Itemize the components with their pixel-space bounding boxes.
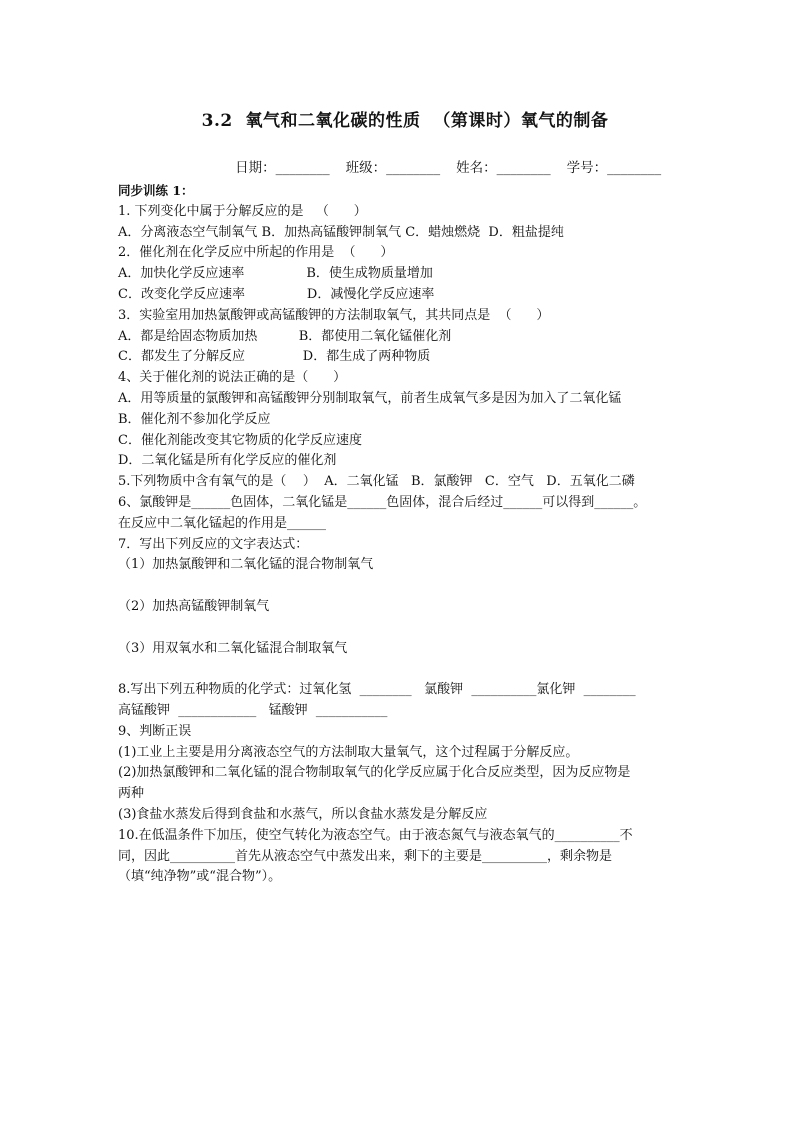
class-field: 班级：________ — [345, 160, 441, 176]
question-9-statement-3: (3)食盐水蒸发后得到食盐和水蒸气，所以食盐水蒸发是分解反应 — [118, 806, 488, 822]
question-10-line-3: （填“纯净物”或“混合物”）。 — [118, 869, 282, 885]
question-2-options-cd: C．改变化学反应速率 D．减慢化学反应速率 — [118, 286, 435, 302]
question-3-options-ab: A．都是给固态物质加热 B．都使用二氧化锰催化剂 — [118, 328, 452, 344]
section-heading: 同步训练 1： — [118, 183, 194, 198]
question-7: 7．写出下列反应的文字表达式： — [118, 536, 309, 552]
question-1-options: A．分离液态空气制氧气 B．加热高锰酸钾制氧气 C．蜡烛燃烧 D．粗盐提纯 — [118, 224, 564, 240]
question-6-line-2: 在反应中二氧化锰起的作用是______ — [118, 515, 327, 531]
question-7-part-1: （1）加热氯酸钾和二氧化锰的混合物制氧气 — [118, 557, 374, 573]
date-field: 日期：________ — [235, 160, 330, 176]
question-10-line-1: 10.在低温条件下加压，使空气转化为液态空气。由于液态氮气与液态氧气的__________不 — [118, 827, 633, 843]
question-10-line-2: 同，因此__________首先从液态空气中蒸发出来，剩下的主要是__________，剩余物是 — [118, 848, 613, 864]
answer-space — [118, 618, 678, 639]
question-7-part-2: （2）加热高锰酸钾制氧气 — [118, 598, 270, 614]
question-8-line-2: 高锰酸钾 ____________ 锰酸钾 ___________ — [118, 702, 388, 718]
question-8-line-1: 8.写出下列五种物质的化学式：过氧化氢 ________ 氯酸钾 __________氯化钾 ________ — [118, 682, 636, 698]
question-9-statement-1: (1)工业上主要是用分离液态空气的方法制取大量氧气，这个过程属于分解反应。 — [118, 744, 579, 760]
question-3: 3．实验室用加热氯酸钾或高锰酸钾的方法制取氧气，其共同点是 （ ） — [118, 307, 550, 323]
question-7-part-3: （3）用双氧水和二氧化锰混合制取氧气 — [118, 640, 348, 656]
question-9-statement-2: (2)加热氯酸钾和二氧化锰的混合物制取氧气的化学反应属于化合反应类型，因为反应物是 — [118, 765, 631, 781]
question-4-option-a: A．用等质量的氯酸钾和高锰酸钾分别制取氧气，前者生成氧气多是因为加入了二氧化锰 — [118, 390, 622, 406]
question-6-line-1: 6、氯酸钾是______色固体，二氧化锰是______色固体，混合后经过______可以得到______。 — [118, 494, 647, 510]
student-number-field: 学号：________ — [566, 160, 662, 176]
question-2-options-ab: A．加快化学反应速率 B．使生成物质量增加 — [118, 266, 433, 282]
question-1: 1. 下列变化中属于分解反应的是 （ ） — [118, 203, 367, 219]
question-2: 2．催化剂在化学反应中所起的作用是 （ ） — [118, 245, 394, 261]
question-4: 4、关于催化剂的说法正确的是（ ） — [118, 370, 347, 386]
question-3-options-cd: C．都发生了分解反应 D．都生成了两种物质 — [118, 349, 431, 365]
exercise-body — [118, 181, 678, 888]
question-4-option-c: C．催化剂能改变其它物质的化学反应速度 — [118, 432, 362, 448]
question-9-statement-2-cont: 两种 — [118, 786, 145, 802]
answer-space — [118, 576, 678, 597]
question-5: 5.下列物质中含有氧气的是（ ） A．二氧化锰 B．氯酸钾 C．空气 D．五氧化二磷 — [118, 474, 635, 490]
page-title: 3.2 氧气和二氧化碳的性质 （第课时）氧气的制备 — [201, 111, 609, 131]
question-4-option-b: B．催化剂不参加化学反应 — [118, 411, 271, 427]
answer-space — [118, 659, 678, 680]
question-9: 9、判断正误 — [118, 723, 192, 739]
question-4-option-d: D．二氧化锰是所有化学反应的催化剂 — [118, 453, 337, 469]
name-field: 姓名：________ — [456, 160, 551, 176]
